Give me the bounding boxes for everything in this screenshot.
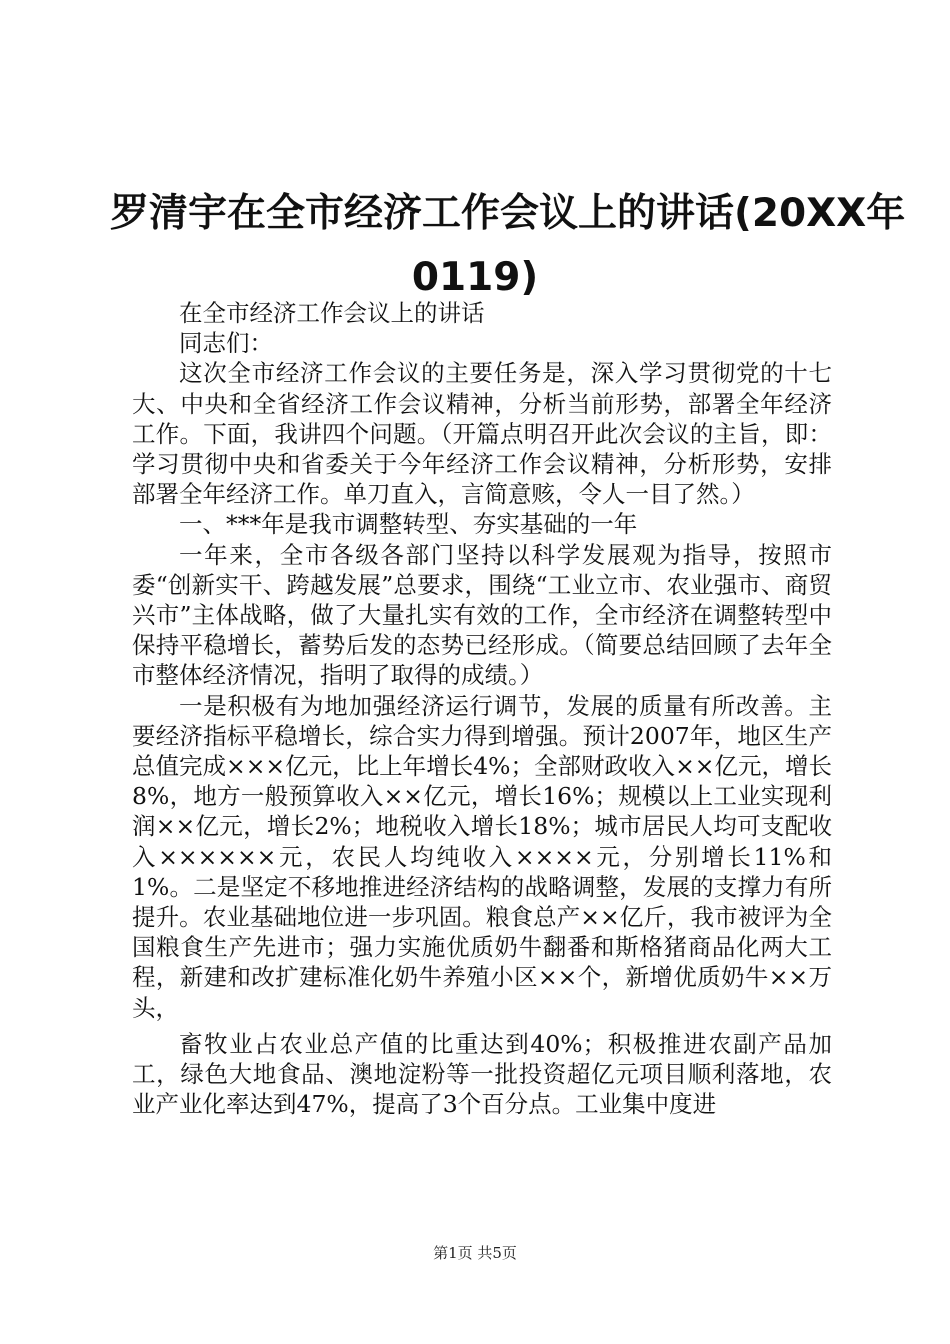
salutation: 同志们： xyxy=(179,329,273,358)
economy-paragraph: 一是积极有为地加强经济运行调节，发展的质量有所改善。主要经济指标平稳增长，综合实力得到增强。预计2007年，地区生产总值完成×××亿元，比上年增长4%；全部财政收入××亿元，增长8%，地方一般预算收入××亿元，增长16%；规模以上工业实现利润××亿元，增长2%；地税收入增长18%；城市居民人均可支配收入××××××元，农民人均纯收入××××元，分别增长11%和1%。二是坚定不移地推进经济结构的战略调整，发展的支撑力有所提升。农业基础地位进一步巩固。粮食总产××亿斤，我市被评为全国粮食生产先进市；强力实施优质奶牛翻番和斯格猪商品化两大工程，新建和改扩建标准化奶牛养殖小区××个，新增优质奶牛××万头， xyxy=(132,691,832,1022)
document-title-line-2: 0119) xyxy=(411,255,539,300)
document-title-line-1: 罗清宇在全市经济工作会议上的讲话(20XX年 xyxy=(110,191,906,236)
intro-paragraph: 这次全市经济工作会议的主要任务是，深入学习贯彻党的十七大、中央和全省经济工作会议精神，分析当前形势，部署全年经济工作。下面，我讲四个问题。（开篇点明召开此次会议的主旨，即：学习贯彻中央和省委关于今年经济工作会议精神，分析形势，安排部署全年经济工作。单刀直入，言简意赅，令人一目了然。） xyxy=(132,359,832,509)
document-title xyxy=(110,182,906,310)
section-heading-1: 一、***年是我市调整转型、夯实基础的一年 xyxy=(179,510,638,539)
document-body xyxy=(132,298,832,1119)
agriculture-paragraph: 畜牧业占农业总产值的比重达到40%；积极推进农副产品加工，绿色大地食品、澳地淀粉等一批投资超亿元项目顺利落地，农业产业化率达到47%，提高了3个百分点。工业集中度进 xyxy=(132,1029,832,1119)
review-paragraph: 一年来，全市各级各部门坚持以科学发展观为指导，按照市委“创新实干、跨越发展”总要求，围绕“工业立市、农业强市、商贸兴市”主体战略，做了大量扎实有效的工作，全市经济在调整转型中保持平稳增长，蓄势后发的态势已经形成。（简要总结回顾了去年全市整体经济情况，指明了取得的成绩。） xyxy=(132,540,832,690)
page-footer: 第1页 共5页 xyxy=(433,1244,517,1262)
speech-subtitle: 在全市经济工作会议上的讲话 xyxy=(179,299,485,327)
